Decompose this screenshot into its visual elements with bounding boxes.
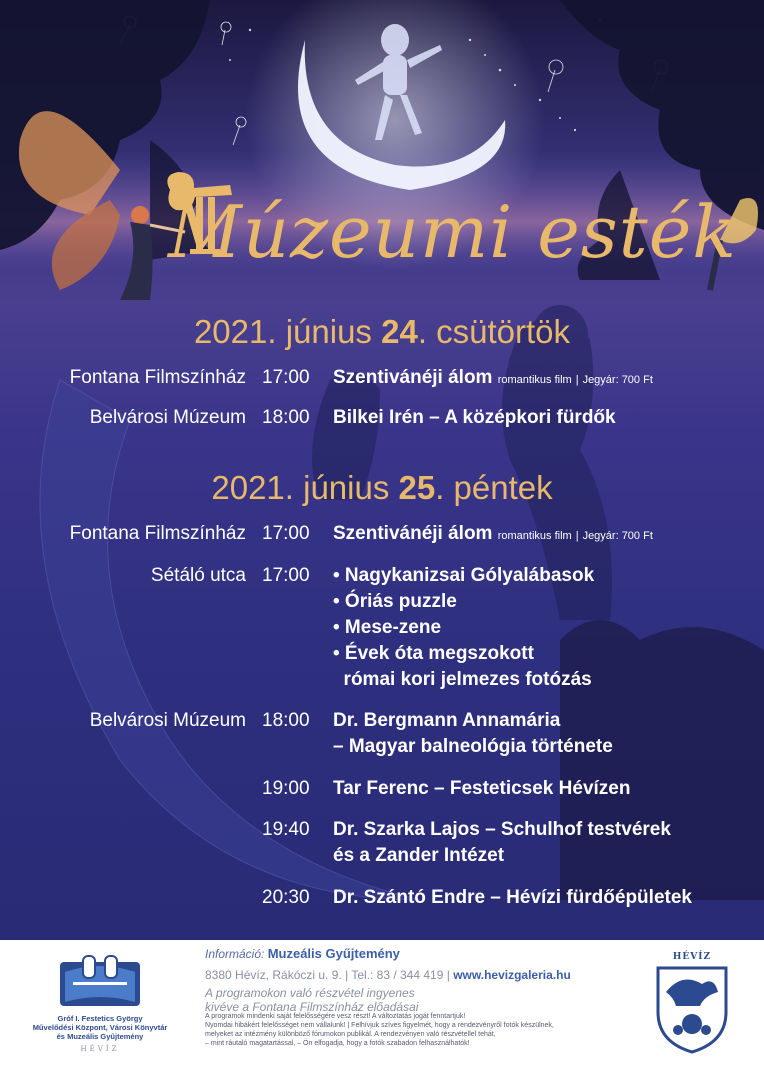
info-label: Információ:: [205, 947, 265, 961]
fine-print-line: melyeket az intézmény különböző fórumokon publikál. A rendezvényen való részvétellel tehát,: [205, 1031, 496, 1038]
event-price: Jegyár: 700 Ft: [582, 530, 653, 542]
schedule-row: [0, 887, 764, 917]
info-address: 8380 Hévíz, Rákóczi u. 9.: [205, 968, 342, 982]
venue: Sétáló utca: [150, 565, 246, 586]
day-header-1: [0, 313, 764, 351]
coat-of-arms-icon: [652, 962, 732, 1054]
info-org: Muzeális Gyűjtemény: [267, 946, 400, 961]
event: Dr. Bergmann Annamária: [333, 710, 561, 731]
event-note: romantikus film: [497, 374, 572, 386]
day-number: 24: [381, 313, 418, 350]
event-bullet: • Nagykanizsai Gólyalábasok: [333, 565, 595, 586]
venue: Belvárosi Múzeum: [89, 710, 246, 731]
event: Szentivánéji álom romantikus film | Jegyár: 700 Ft: [333, 523, 653, 544]
fine-print-line: A programok mindenki saját felelősségére vesz részt! A változtatás jogát fenntartjuk!: [205, 1013, 466, 1020]
day-weekday: . csütörtök: [417, 313, 571, 350]
event-bullet: • Óriás puzzle: [333, 591, 457, 612]
schedule-row: [0, 669, 764, 699]
event-line2: – Magyar balneológia története: [333, 736, 613, 757]
time: 19:40: [262, 819, 310, 840]
event: Tar Ferenc – Festeticsek Hévízen: [333, 778, 631, 799]
event-title: Szentivánéji álom: [333, 367, 493, 388]
institution-logo: [20, 952, 180, 1053]
dandelion-seed: [233, 117, 246, 145]
coat-city: HÉVÍZ: [672, 952, 712, 962]
fine-print-line: Nyomdai hibákért felelősséget nem vállalunk! | Felhívjuk szíves figyelmét, hogy a rendezvényről fotók készülnek,: [205, 1022, 554, 1029]
logo-line: Művelődési Központ, Városi Könyvtár: [32, 1023, 168, 1032]
dandelion-seed: [221, 22, 231, 45]
time: 17:00: [262, 523, 310, 544]
schedule-row: [0, 523, 764, 553]
time: 18:00: [262, 710, 310, 731]
time: 17:00: [262, 367, 310, 388]
time: 20:30: [262, 887, 310, 908]
footer: Gróf I. Festetics György Művelődési Központ, Városi Könyvtár és Muzeális Gyűjtemény HÉVÍZ Információ: Muzeális Gyűjtemény 8380 Hévíz, Rákóczi u. 9. | Tel.: 83 / 344 419 | www.hevizgaleria.hu A programokon való részvétel ingyenes kivéve a Fontana Filmszínház előadásai A programok mindenki saját felelősségére vesz részt! A változtatás jogát fenntartjuk! Nyomdai hibákért felelősséget nem vállalunk! | Felhívjuk szíves figyelmét, hogy a rendezvényről fotók készülnek, melyeket az intézmény különböző fórumokon publikál. A rendezvényen való részvétellel tehát, – mint ráutaló magatartással, – Ön elfogadja, hogy a fotók szabadon felhasználhatók! HÉVÍZ: [0, 940, 764, 1080]
day-date: 2021. június: [211, 469, 399, 506]
event-note: romantikus film: [497, 530, 572, 542]
day-number: 25: [398, 469, 436, 506]
schedule-row: [0, 736, 764, 766]
info-free-line: kivéve a Fontana Filmszínház előadásai: [205, 1000, 419, 1014]
footer-fine-print: [205, 1012, 615, 1048]
time: 19:00: [262, 778, 310, 799]
schedule-row: [0, 778, 764, 808]
book-masks-icon: [55, 952, 145, 1010]
event: Bilkei Irén – A középkori fürdők: [333, 407, 616, 428]
schedule-row: [0, 407, 764, 437]
fine-print-line: – mint ráutaló magatartással, – Ön elfogadja, hogy a fotók szabadon felhasználhatók!: [205, 1040, 470, 1047]
venue: Fontana Filmszínház: [69, 523, 246, 544]
logo-line: Gróf I. Festetics György: [57, 1014, 143, 1023]
info-tel: Tel.: 83 / 344 419: [351, 968, 444, 982]
info-free-line: A programokon való részvétel ingyenes: [205, 986, 415, 1000]
dandelion-seed: [548, 60, 563, 92]
time: 18:00: [262, 407, 310, 428]
event: Szentivánéji álom romantikus film | Jegyár: 700 Ft: [333, 367, 653, 388]
day-date: 2021. június: [193, 313, 382, 350]
event: Dr. Szántó Endre – Hévízi fürdőépületek: [333, 887, 692, 908]
event-title: Szentivánéji álom: [333, 523, 493, 544]
time: 17:00: [262, 565, 310, 586]
venue: Fontana Filmszínház: [69, 367, 246, 388]
event-price: Jegyár: 700 Ft: [582, 374, 653, 386]
event: Dr. Szarka Lajos – Schulhof testvérek: [333, 819, 671, 840]
day-header-2: [0, 469, 764, 507]
event-bullet: • Mese-zene: [333, 617, 442, 638]
event-bullet: • Évek óta megszokott: [333, 643, 534, 664]
heviz-coat-of-arms: [642, 952, 742, 1058]
logo-line: és Muzeális Gyűjtemény: [56, 1032, 144, 1041]
venue: Belvárosi Múzeum: [89, 407, 246, 428]
poster-title: Múzeumi esték: [168, 190, 737, 274]
event-bullet: római kori jelmezes fotózás: [333, 669, 592, 690]
schedule-row: [0, 367, 764, 397]
event-line2: és a Zander Intézet: [333, 845, 505, 866]
schedule-row: [0, 845, 764, 875]
day-weekday: . péntek: [435, 469, 553, 506]
info-web-link[interactable]: www.hevizgaleria.hu: [453, 968, 571, 982]
logo-city: HÉVÍZ: [80, 1045, 120, 1053]
